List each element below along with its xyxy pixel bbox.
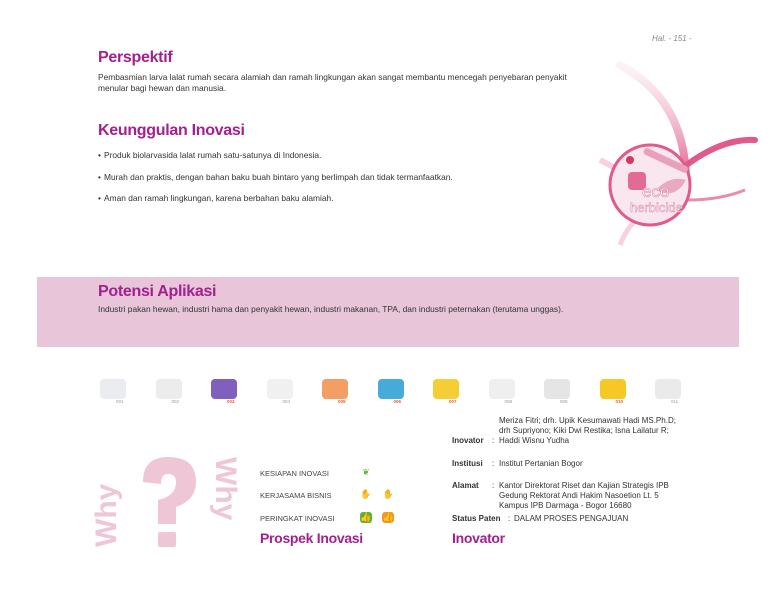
machinery-icon bbox=[100, 379, 126, 399]
sector-icon-008 bbox=[487, 377, 519, 409]
sector-icon-number: 006 bbox=[393, 399, 402, 404]
sector-icon-004 bbox=[265, 377, 297, 409]
list-item: • Aman dan ramah lingkungan, karena berbahan baku alamiah. bbox=[98, 193, 334, 203]
sector-icon-number: 004 bbox=[282, 399, 291, 404]
question-mark-icon bbox=[143, 457, 196, 524]
prospek-heading: Prospek Inovasi bbox=[260, 530, 363, 546]
laboratory-icon bbox=[655, 379, 681, 399]
why-right-text: Why bbox=[209, 457, 242, 521]
perspektif-body: Pembasmian larva lalat rumah secara alamiah dan ramah lingkungan akan sangat membantu mencegah penyebaran penyakit menular bagi hewan dan manusia. bbox=[98, 72, 567, 93]
eco-herbicide-illustration bbox=[590, 60, 776, 250]
sector-icon-number: 002 bbox=[171, 399, 180, 404]
sprout-icon: ❦ bbox=[362, 467, 370, 477]
potensi-body: Industri pakan hewan, industri hama dan penyakit hewan, industri makanan, TPA, dan industri peternakan (terutama unggas). bbox=[98, 304, 564, 314]
handshake-icon-orange: ✋ bbox=[382, 489, 394, 499]
sector-icon-number: 003 bbox=[227, 399, 235, 404]
handshake-icon-green: ✋ bbox=[360, 489, 372, 499]
why-left-text: Why bbox=[90, 483, 123, 547]
thumbs-up-icon-orange: 👍 bbox=[382, 512, 394, 522]
bullet-icon: • bbox=[98, 171, 101, 182]
chain-link-icon bbox=[267, 379, 293, 399]
prospek-row-peringkat: PERINGKAT INOVASI 👍 👍 bbox=[260, 512, 394, 523]
institusi-field: Institusi : Institut Pertanian Bogor bbox=[452, 459, 583, 468]
why-question-graphic bbox=[88, 452, 248, 552]
sector-icon-003 bbox=[209, 377, 241, 409]
sector-icon-005 bbox=[320, 377, 352, 409]
sector-icon-number: 001 bbox=[116, 399, 124, 404]
sector-icon-number: 009 bbox=[560, 399, 568, 404]
prospek-row-kesiapan: KESIAPAN INOVASI ❦ bbox=[260, 469, 430, 483]
inovator-heading: Inovator bbox=[452, 530, 505, 546]
magnifier-research-icon bbox=[378, 379, 404, 399]
page-number: Hal. - 151 - bbox=[652, 34, 692, 43]
construction-icon bbox=[211, 379, 237, 399]
sector-icon-001 bbox=[98, 377, 130, 409]
sector-icon-002 bbox=[154, 377, 186, 409]
sector-icon-011 bbox=[653, 377, 685, 409]
potensi-heading: Potensi Aplikasi bbox=[98, 283, 217, 300]
feather-icon bbox=[489, 379, 515, 399]
eco-label: eco bbox=[642, 182, 670, 201]
bullet-icon: • bbox=[98, 193, 101, 203]
list-item: • Produk biolarvasida lalat rumah satu-satunya di Indonesia. bbox=[98, 150, 322, 160]
sector-icon-number: 005 bbox=[338, 399, 346, 404]
status-paten-field: Status Paten : DALAM PROSES PENGAJUAN bbox=[452, 514, 629, 523]
alamat-field: Alamat : Kantor Direktorat Riset dan Kajian Strategis IPB Gedung Rektorat Andi Hakim Nasoetion Lt. 5 Kampus IPB Darmaga - Bogor 16680 bbox=[452, 481, 669, 510]
list-item: • Murah dan praktis, dengan bahan baku buah bintaro yang berlimpah dan tidak termanfaatkan. bbox=[98, 171, 453, 182]
insect-icon bbox=[626, 156, 634, 164]
question-dot-icon bbox=[158, 532, 176, 547]
status-paten-value: DALAM PROSES PENGAJUAN bbox=[514, 514, 629, 523]
sector-icon-number: 011 bbox=[671, 399, 679, 404]
potensi-aplikasi-section bbox=[37, 277, 739, 347]
perspektif-heading: Perspektif bbox=[98, 49, 173, 66]
thumbs-up-icon-green: 👍 bbox=[360, 512, 372, 522]
inovator-field: Inovator : Meriza Fitri; drh. Upik Kesumawati Hadi MS.Ph.D; drh Supriyono; Kiki Dwi Restika; Isna Lailatur R; Haddi Wisnu Yudha bbox=[452, 416, 676, 445]
sector-icon-row bbox=[98, 377, 708, 409]
herbicide-label: herbicide bbox=[630, 200, 683, 215]
cloud-icon bbox=[156, 379, 182, 399]
sector-icon-010 bbox=[598, 377, 630, 409]
sector-icon-number: 008 bbox=[504, 399, 513, 404]
food-cheese-icon bbox=[433, 379, 459, 399]
keunggulan-heading: Keunggulan Inovasi bbox=[98, 122, 245, 139]
keunggulan-list bbox=[98, 150, 453, 215]
sector-icon-009 bbox=[542, 377, 574, 409]
recycle-helmet-icon bbox=[600, 379, 626, 399]
bullet-icon: • bbox=[98, 150, 101, 160]
fish-icon bbox=[544, 379, 570, 399]
agriculture-growth-icon bbox=[322, 379, 348, 399]
sector-icon-number: 007 bbox=[449, 399, 457, 404]
sector-icon-number: 010 bbox=[615, 399, 624, 404]
sector-icon-006 bbox=[376, 377, 408, 409]
sector-icon-007 bbox=[431, 377, 463, 409]
prospek-row-kerjasama: KERJASAMA BISNIS ✋ ✋ bbox=[260, 489, 394, 500]
